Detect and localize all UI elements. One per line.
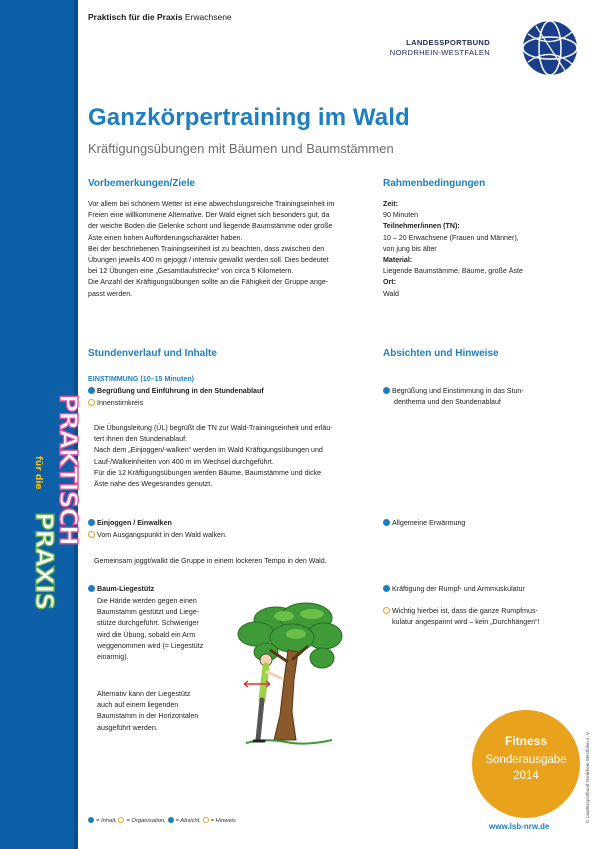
page-title: Ganzkörpertraining im Wald [88, 104, 410, 131]
item-label: Begrüßung und Einführung in den Stundenablauf [97, 387, 264, 395]
material-value: Liegende Baumstämme, Bäume, große Äste [383, 267, 523, 276]
material-label: Material: [383, 256, 413, 265]
section-heading-vorbemerkungen: Vorbemerkungen/Ziele [88, 178, 196, 189]
baum-hint-2 [383, 606, 593, 628]
hint-line: Wichtig hierbei ist, dass die ganze Rumpfmus- [392, 607, 538, 615]
baum-body [97, 596, 237, 663]
einjoggen-body: Gemeinsam joggt/walkt die Gruppe in einem lockeren Tempo in den Wald. [94, 557, 327, 565]
ort-label: Ort: [383, 278, 397, 287]
hinweis-dot-icon [383, 607, 390, 614]
text-line: bei 12 Übungen eine „Gesamtlaufstrecke“ von circa 5 Kilometern. [88, 267, 294, 276]
text-line: einarmig). [97, 653, 129, 662]
text-line: Baumstamm in der Horizontalen [97, 712, 199, 721]
legend-absicht: = Absicht, [175, 818, 201, 824]
logo-line2: NORDRHEIN-WESTFALEN [389, 48, 490, 57]
fitness-badge [472, 710, 580, 818]
lsb-globe-icon [522, 20, 578, 76]
section-heading-rahmen: Rahmenbedingungen [383, 178, 486, 189]
text-line: Die Hände werden gegen einen [97, 597, 197, 605]
section-heading-absichten: Absichten und Hinweise [383, 348, 499, 359]
text-line: wird die Übung, sobald ein Arm [97, 630, 196, 639]
text-line: Äste einen hohen Aufforderungscharakter haben. [88, 233, 243, 242]
website-link[interactable]: www.lsb-nrw.de [489, 822, 550, 831]
side-logo-text: PRAKTISCH [54, 394, 83, 545]
text-line: tert ihnen den Stundenablauf: [94, 435, 188, 444]
baum-body-2 [97, 689, 237, 734]
text-line: Äste nahe des Wegesrandes genutzt. [94, 480, 213, 489]
text-line: Freien eine willkommene Alternative. Der Wald eignet sich besonders gut, da [88, 211, 330, 220]
badge-line: Sonderausgabe [485, 754, 567, 766]
rahmen-text [383, 199, 583, 300]
legend-hinweis: = Hinweis [210, 818, 236, 824]
text-line: ausgeführt werden. [97, 723, 158, 732]
hint-line: Allgemeine Erwärmung [392, 519, 466, 527]
text-line: Bei der beschriebenen Trainingseinheit ist zu beachten, dass zwischen den [88, 244, 325, 253]
zeit-value: 90 Minuten [383, 211, 419, 220]
einjoggen-hint [383, 518, 465, 529]
text-line: passt werden. [88, 289, 133, 298]
header-label [88, 12, 232, 22]
organisation-dot-icon [88, 399, 95, 406]
text-line: Lauf-/Walkeinheiten von 400 m im Wechsel durchgeführt. [94, 457, 274, 466]
praktisch-logo-vertical [24, 390, 83, 610]
tn-value: 10 – 20 Erwachsene (Frauen und Männer), [383, 233, 519, 242]
hinweis-dot-icon [203, 817, 209, 823]
text-line: Baumstamm gestützt und Liege- [97, 608, 200, 617]
tn-label: Teilnehmer/innen (TN): [383, 222, 460, 231]
text-line: der weiche Boden die Gelenke schont und liegende Baumstämme oder große [88, 222, 333, 231]
brand-name: Praktisch für die Praxis [88, 12, 183, 22]
tree-pushup-illustration [236, 600, 346, 760]
section-heading-stundenverlauf: Stundenverlauf und Inhalte [88, 348, 217, 359]
text-line: Alternativ kann der Liegestütz [97, 690, 191, 698]
lsb-logo-text [390, 38, 490, 58]
text-line: Vor allem bei schönem Wetter ist eine abwechslungsreiche Trainingseinheit im [88, 200, 335, 208]
badge-line: Fitness [504, 734, 547, 748]
text-line: stütze durchgeführt. Schwieriger [97, 619, 199, 628]
ort-value: Wald [383, 289, 399, 298]
einstimmung-hint [383, 386, 583, 408]
item-label: Baum-Liegestütz [97, 585, 155, 593]
baum-hint-1 [383, 584, 525, 595]
zeit-label: Zeit: [383, 200, 398, 208]
einjoggen-org [88, 530, 227, 541]
absicht-dot-icon [168, 817, 174, 823]
absicht-dot-icon [383, 519, 390, 526]
hint-line: denthema und den Stundenablauf [394, 398, 501, 407]
inhalt-dot-icon [88, 519, 95, 526]
einstimmung-heading: EINSTIMMUNG (10–15 Minuten) [88, 375, 195, 383]
logo-line1: LANDESSPORTBUND [406, 38, 490, 47]
hint-line: Kräftigung der Rumpf- und Armmuskulatur [392, 585, 525, 593]
badge-line: 2014 [513, 770, 539, 782]
hint-line: Begrüßung und Einstimmung in das Stun- [392, 387, 524, 395]
vorbemerkungen-text [88, 199, 373, 300]
baum-item [88, 584, 154, 595]
text-line: auch auf einem liegenden [97, 701, 179, 710]
einstimmung-body [94, 423, 379, 490]
legend-inhalt: = Inhalt, [96, 818, 117, 824]
audience: Erwachsene [184, 12, 232, 22]
einstimmung-item [88, 386, 264, 397]
text-line: Für die 12 Kräftigungsübungen werden Bäume, Baumstämme und dicke [94, 468, 322, 477]
org-label: Vom Ausgangspunkt in den Wald walken. [97, 531, 227, 539]
org-label: Innenstirnkreis [97, 399, 144, 407]
inhalt-dot-icon [88, 387, 95, 394]
text-line: Die Übungsleitung (ÜL) begrüßt die TN zur Wald-Trainingseinheit und erläu- [94, 424, 333, 432]
absicht-dot-icon [383, 387, 390, 394]
svg-text:PRAXIS: PRAXIS [30, 512, 59, 610]
text-line: Die Anzahl der Kräftigungsübungen sollte an die Fähigkeit der Gruppe ange- [88, 278, 329, 287]
text-line: Übungen jeweils 400 m gejoggt / intensiv gewalkt werden soll. Dies bedeutet [88, 256, 329, 265]
inhalt-dot-icon [88, 817, 94, 823]
page-subtitle: Kräftigungsübungen mit Bäumen und Baumstämmen [88, 141, 394, 156]
text-line: weggenommen wird (= Liegestütz [97, 641, 204, 650]
item-label: Einjoggen / Einwalken [97, 519, 172, 527]
einjoggen-item [88, 518, 172, 529]
organisation-dot-icon [88, 531, 95, 538]
inhalt-dot-icon [88, 585, 95, 592]
legend-org: = Organisation, [126, 818, 166, 824]
text-line: Nach dem „Einjoggen/-walken“ werden im Wald Kräftigungsübungen und [94, 446, 323, 455]
tn-value: von jung bis älter [383, 244, 437, 253]
absicht-dot-icon [383, 585, 390, 592]
hint-line: kulatur angespannt wird – kein „Durchhängen“! [392, 618, 540, 627]
legend [88, 817, 236, 824]
copyright-note: © Landessportbund Nordrhein-Westfalen e. V. [585, 731, 590, 823]
organisation-dot-icon [118, 817, 124, 823]
einstimmung-org [88, 398, 143, 409]
svg-text:für die: für die [33, 456, 43, 490]
